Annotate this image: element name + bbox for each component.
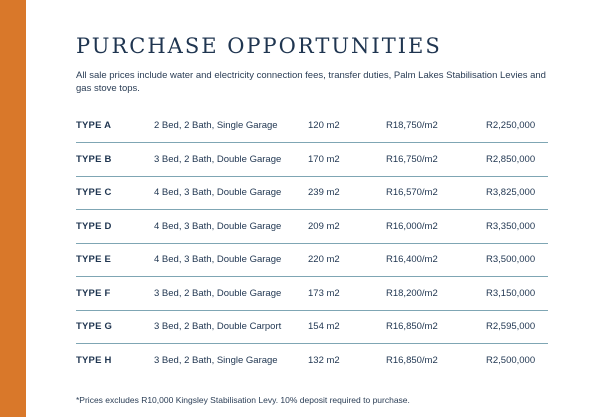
table-row xyxy=(76,143,548,177)
unit-size: 209 m2 xyxy=(308,210,386,244)
unit-rate: R16,000/m2 xyxy=(386,210,486,244)
unit-price: R2,850,000 xyxy=(486,143,548,177)
unit-type: TYPE A xyxy=(76,120,112,131)
unit-size: 170 m2 xyxy=(308,143,386,177)
unit-type: TYPE C xyxy=(76,176,154,210)
accent-bar xyxy=(0,0,26,417)
unit-type: TYPE G xyxy=(76,310,154,344)
pricing-table xyxy=(76,109,548,377)
unit-description: 4 Bed, 3 Bath, Double Garage xyxy=(154,243,308,277)
page-title: PURCHASE OPPORTUNITIES xyxy=(76,34,442,58)
table-row xyxy=(76,344,548,378)
unit-description: 3 Bed, 2 Bath, Double Garage xyxy=(154,143,308,177)
unit-rate: R16,850/m2 xyxy=(386,310,486,344)
unit-rate: R16,750/m2 xyxy=(386,143,486,177)
unit-type: TYPE E xyxy=(76,243,154,277)
table-row xyxy=(76,210,548,244)
table-row xyxy=(76,277,548,311)
unit-price: R3,350,000 xyxy=(486,210,548,244)
unit-price: R2,250,000 xyxy=(486,120,536,131)
unit-price: R2,500,000 xyxy=(486,344,548,378)
unit-rate: R16,570/m2 xyxy=(386,176,486,210)
unit-size: 132 m2 xyxy=(308,344,386,378)
unit-description: 3 Bed, 2 Bath, Double Garage xyxy=(154,277,308,311)
table-row xyxy=(76,109,548,143)
unit-description: 4 Bed, 3 Bath, Double Garage xyxy=(154,176,308,210)
intro-text: All sale prices include water and electricity connection fees, transfer duties, Palm Lakes Stabilisation Levies and gas stove tops. xyxy=(76,70,546,94)
unit-type: TYPE D xyxy=(76,210,154,244)
unit-size: 120 m2 xyxy=(308,120,340,131)
unit-description: 3 Bed, 2 Bath, Double Carport xyxy=(154,310,308,344)
unit-description: 4 Bed, 3 Bath, Double Garage xyxy=(154,210,308,244)
unit-rate: R16,400/m2 xyxy=(386,243,486,277)
unit-price: R2,595,000 xyxy=(486,310,548,344)
table-row xyxy=(76,176,548,210)
unit-rate: R18,200/m2 xyxy=(386,277,486,311)
unit-type: TYPE B xyxy=(76,143,154,177)
unit-price: R3,500,000 xyxy=(486,243,548,277)
table-row xyxy=(76,243,548,277)
page-content xyxy=(76,34,548,405)
unit-price: R3,825,000 xyxy=(486,176,548,210)
unit-rate: R16,850/m2 xyxy=(386,344,486,378)
unit-price: R3,150,000 xyxy=(486,277,548,311)
unit-size: 154 m2 xyxy=(308,310,386,344)
unit-size: 239 m2 xyxy=(308,176,386,210)
unit-size: 173 m2 xyxy=(308,277,386,311)
unit-description: 3 Bed, 2 Bath, Single Garage xyxy=(154,344,308,378)
footnote: *Prices excludes R10,000 Kingsley Stabilisation Levy. 10% deposit required to purchase. xyxy=(76,395,410,405)
unit-type: TYPE F xyxy=(76,277,154,311)
unit-size: 220 m2 xyxy=(308,243,386,277)
unit-rate: R18,750/m2 xyxy=(386,120,438,131)
table-row xyxy=(76,310,548,344)
unit-type: TYPE H xyxy=(76,344,154,378)
unit-description: 2 Bed, 2 Bath, Single Garage xyxy=(154,120,278,131)
